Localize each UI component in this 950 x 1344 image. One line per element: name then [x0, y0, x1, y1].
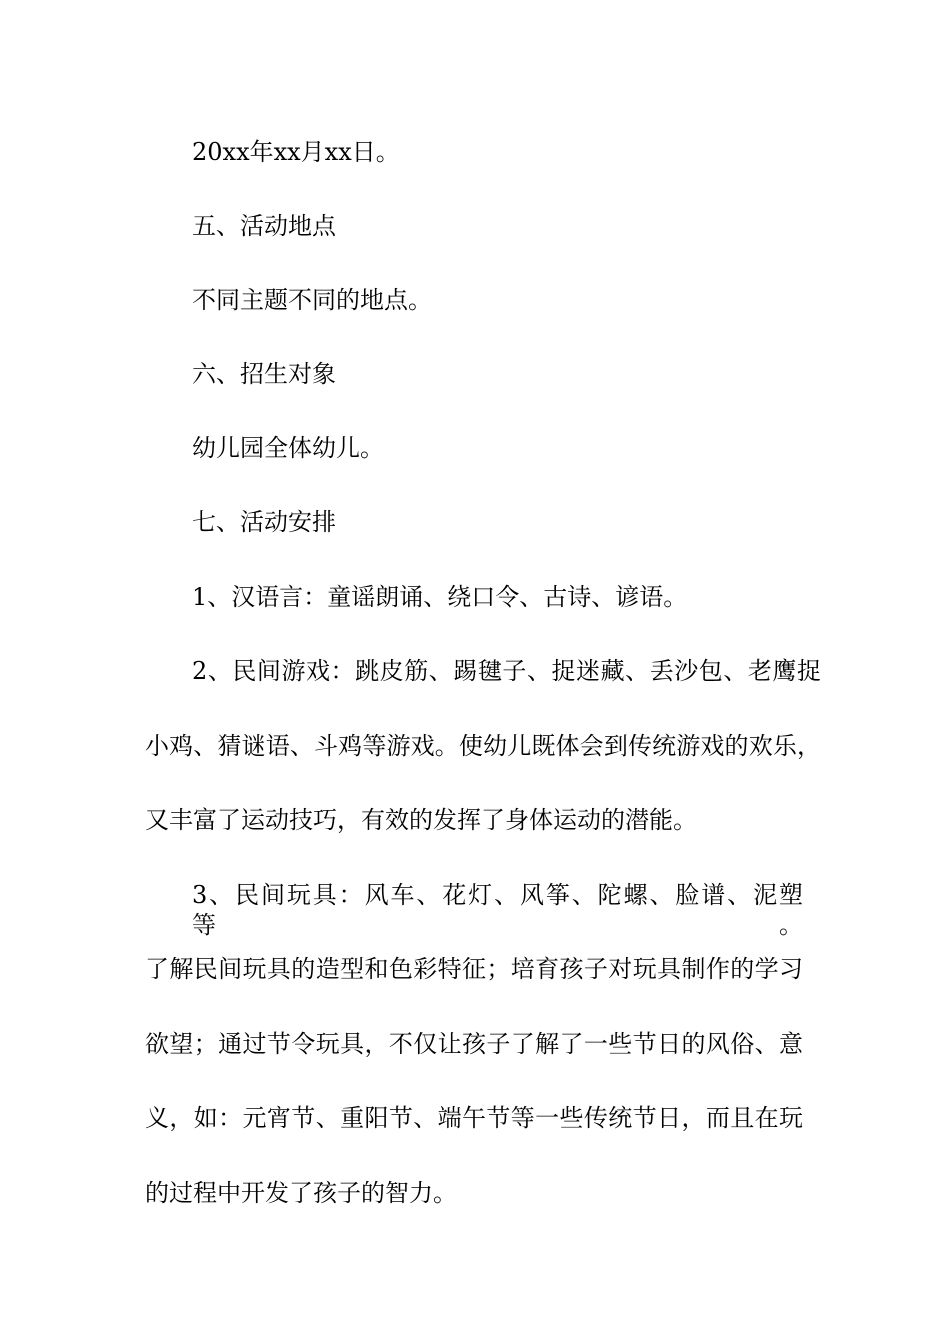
item-3-folk-toys-line-3: 欲望；通过节令玩具，不仅让孩子了解了一些节日的风俗、意	[145, 1030, 803, 1058]
item-1-language: 1、汉语言：童谣朗诵、绕口令、古诗、谚语。	[192, 583, 688, 611]
item-3-folk-toys-line-5: 的过程中开发了孩子的智力。	[145, 1179, 457, 1207]
date-line: 20xx年xx月xx日。	[192, 138, 400, 166]
item-2-folk-games-line-2: 小鸡、猜谜语、斗鸡等游戏。使幼儿既体会到传统游戏的欢乐，	[145, 732, 821, 760]
item-3-folk-toys-line-4: 义，如：元宵节、重阳节、端午节等一些传统节日，而且在玩	[145, 1104, 803, 1132]
item-3-folk-toys-line-1: 3、民间玩具：风车、花灯、风筝、陀螺、脸谱、泥塑等。	[192, 881, 803, 939]
participants-text: 幼儿园全体幼儿。	[192, 434, 384, 462]
section-heading-arrangement: 七、活动安排	[192, 508, 336, 536]
item-2-folk-games-line-3: 又丰富了运动技巧，有效的发挥了身体运动的潜能。	[145, 806, 697, 834]
section-heading-location: 五、活动地点	[192, 212, 336, 240]
location-text: 不同主题不同的地点。	[192, 286, 432, 314]
item-2-folk-games-line-1: 2、民间游戏：跳皮筋、踢毽子、捉迷藏、丢沙包、老鹰捉	[192, 657, 821, 685]
section-heading-participants: 六、招生对象	[192, 360, 336, 388]
item-3-folk-toys-line-2: 了解民间玩具的造型和色彩特征；培育孩子对玩具制作的学习	[145, 955, 803, 983]
